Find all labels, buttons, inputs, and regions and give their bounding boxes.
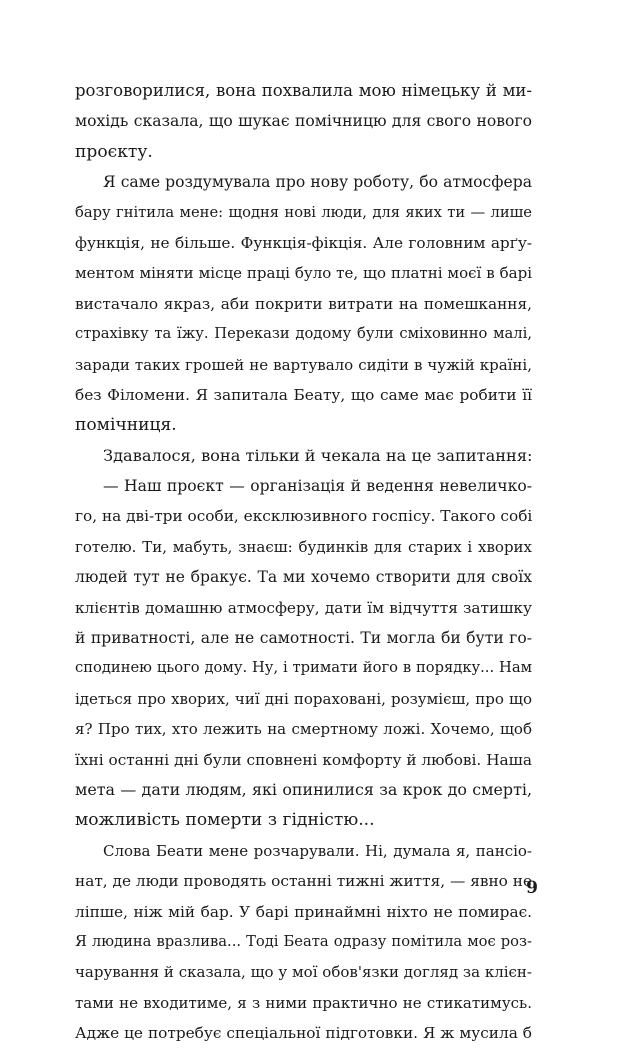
text-line: бару гнітила мене: щодня нові люди, для яких ти — лише	[75, 203, 532, 221]
text-line: клієнтів домашню атмосферу, дати їм відчуття затишку	[75, 598, 532, 617]
page-number: 9	[526, 878, 538, 898]
text-line: страхівку та їжу. Перекази додому були сміховинно малі,	[75, 325, 532, 343]
text-line: ліпше, ніж мій бар. У барі принаймні ніхто не помирає.	[75, 902, 532, 921]
text-line: проєкту.	[75, 141, 153, 162]
text-line: нат, де люди проводять останні тижні життя, — явно не	[75, 872, 532, 891]
text-line: функція, не більше. Функція-фікція. Але головним арґу-	[75, 233, 532, 252]
text-line: ідеться про хворих, чиї дні пораховані, розумієш, про що	[75, 689, 532, 708]
text-line: розговорилися, вона похвалила мою німецьку й ми-	[75, 81, 532, 100]
text-line: сподинею цього дому. Ну, і тримати його в порядку... Нам	[75, 659, 532, 677]
text-line: людей тут не бракує. Та ми хочемо створити для своїх	[75, 568, 532, 587]
text-line: помічниця.	[75, 415, 177, 436]
text-line: тами не входитиме, я з ними практично не стикатимусь.	[75, 993, 532, 1012]
text-line: Я саме роздумувала про нову роботу, бо атмосфера	[103, 173, 532, 192]
text-line: заради таких грошей не вартувало сидіти в чужій країні,	[75, 355, 532, 374]
text-line: мохідь сказала, що шукає помічницю для свого нового	[75, 112, 532, 131]
text-line: можливість померти з гідністю...	[75, 810, 375, 831]
text-line: Адже це потребує спеціальної підготовки. Я ж мусила б	[75, 1024, 532, 1043]
text-line: чарування й сказала, що у мої обов'язки догляд за клієн-	[75, 963, 532, 982]
body-text	[75, 76, 532, 1049]
text-line: — Наш проєкт — організація й ведення невеличко-	[103, 477, 532, 496]
text-line: без Філомени. Я запитала Беату, що саме має робити її	[75, 385, 532, 404]
text-line: й приватності, але не самотності. Ти могла би бути го-	[75, 629, 532, 648]
text-line: Здавалося, вона тільки й чекала на це запитання:	[103, 445, 532, 465]
text-line: Я людина вразлива... Тоді Беата одразу помітила моє роз-	[75, 932, 532, 950]
text-line: їхні останні дні були сповнені комфорту й любові. Наша	[75, 750, 532, 769]
text-line: готелю. Ти, мабуть, знаєш: будинків для старих і хворих	[75, 537, 532, 556]
text-line: го, на дві-три особи, ексклюзивного госпісу. Такого собі	[75, 507, 532, 526]
text-line: Слова Беати мене розчарували. Ні, думала я, пансіо-	[103, 841, 532, 860]
text-line: я? Про тих, хто лежить на смертному ложі. Хочемо, щоб	[75, 720, 532, 739]
text-line: вистачало якраз, аби покрити витрати на помешкання,	[75, 294, 532, 313]
text-line: мета — дати людям, які опинилися за крок до смерті,	[75, 779, 532, 799]
text-line: ментом міняти місце праці було те, що платні моєї в барі	[75, 264, 532, 283]
